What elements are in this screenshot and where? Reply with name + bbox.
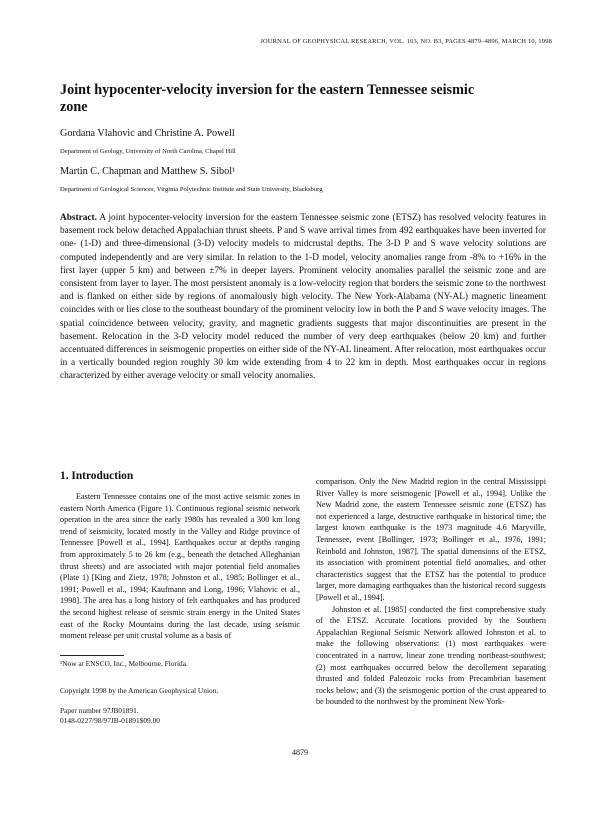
footnote-rule	[60, 655, 124, 656]
issn-line: 0148-0227/98/97JB-01891$09.00	[60, 716, 160, 725]
intro-left-column	[60, 491, 300, 642]
intro-paragraph-2: Johnston et al. [1985] conducted the first comprehensive study of the ETSZ. Accurate locations provided by the Southern Appalachian Regional Seismic Network allowed Johnston et al. to make the following observations: (1) most earthquakes were concentrated in a narrow, linear zone trending northeast-southwest; (2) most earthquakes occurred below the decollement separating thrusted and folded Paleozoic rocks from Precambrian basement rocks below; and (3) the seismogenic portion of the crust appeared to be bounded to the northwest by the prominent New York-	[316, 604, 546, 707]
paper-title: Joint hypocenter-velocity inversion for the eastern Tennessee seismic zone	[60, 82, 475, 115]
intro-paragraph-1-cont: comparison. Only the New Madrid region in the central Mississippi River Valley is more seismogenic [Powell et al., 1994]. Unlike the New Madrid zone, the eastern Tennessee seismic zone (ETSZ) has not experienced a large, destructive earthquake in historical time; the largest known earthquake is the 1973 magnitude 4.6 Maryville, Tennessee, event [Bollinger, 1973; Bollinger et al., 1976, 1991; Reinbold and Johnston, 1987]. The spatial dimensions of the ETSZ, its association with prominent potential field anomalies, and other characteristics suggest that the ETSZ has the potential to produce larger, more damaging earthquakes than the historical record suggests [Powell et al., 1994].	[316, 477, 546, 602]
affiliation-1: Department of Geology, University of North Carolina, Chapel Hill	[60, 148, 236, 155]
paper-identifiers	[60, 706, 160, 726]
intro-paragraph-1: Eastern Tennessee contains one of the most active seismic zones in eastern North America (Figure 1). Continuous regional seismic network operation in the area since the early 1980s has revealed a 300 km long trend of seismicity, located mostly in the Valley and Ridge province of Tennessee [Powell et al., 1994]. Earthquakes occur at depths ranging from approximately 5 to 26 km (e.g., beneath the detached Alleghanian thrust sheets) and are associated with major potential field anomalies (Plate 1) [King and Zietz, 1978; Johnston et al., 1985; Bollinger et al., 1991; Powell et al., 1994; Kaufmann and Long, 1996; Vlahovic et al., 1998]. The area has a long history of felt earthquakes and has produced the second highest release of seismic strain energy in the United States east of the Rocky Mountains during the last decade, using seismic moment release per unit crustal volume as a basis of	[60, 492, 300, 641]
authors-group-2: Martin C. Chapman and Matthew S. Sibol¹	[60, 166, 236, 177]
journal-header: JOURNAL OF GEOPHYSICAL RESEARCH, VOL. 103, NO. B3, PAGES 4879–4896, MARCH 10, 1998	[260, 38, 552, 45]
intro-right-column	[316, 476, 546, 708]
abstract-label: Abstract.	[60, 213, 97, 223]
section-heading: 1. Introduction	[60, 470, 134, 482]
copyright-notice: Copyright 1998 by the American Geophysical Union.	[60, 686, 219, 695]
paper-number: Paper number 97JB01891.	[60, 706, 139, 715]
footnote: ¹Now at ENSCO, Inc., Melbourne, Florida.	[60, 659, 188, 668]
page-number: 4879	[292, 748, 308, 757]
affiliation-2: Department of Geological Sciences, Virginia Polytechnic Institute and State University, Blacksburg	[60, 186, 323, 193]
abstract-text: A joint hypocenter-velocity inversion for the eastern Tennessee seismic zone (ETSZ) has resolved velocity features in basement rock below detached Appalachian thrust sheets. P and S wave arrival times from 492 earthquakes have been inverted for one- (1-D) and three-dimensional (3-D) velocity models to midcrustal depths. The 3-D P and S wave velocity solutions are computed independently and are very similar. In relation to the 1-D model, velocity anomalies range from -8% to +16% in the first layer (upper 5 km) and between ±7% in deeper layers. Prominent velocity anomalies parallel the seismic zone and are consistent from layer to layer. The most persistent anomaly is a low-velocity region that borders the seismic zone to the northwest and is flanked on either side by regions of anomalously high velocity. The New York-Alabama (NY-AL) magnetic lineament coincides with or lies close to the southeast boundary of the prominent velocity low in both the P and S wave velocity images. The spatial coincidence between velocity, gravity, and magnetic gradients suggests that major discontinuities are present in the basement. Relocation in the 3-D velocity model reduced the number of very deep earthquakes (below 20 km) and further accentuated differences in seismogenic properties on either side of the NY-AL lineament. After relocation, most earthquakes occur in a vertically bounded region roughly 30 km wide extending from 4 to 22 km in depth. Most earthquakes occur in regions characterized by either average velocity or small velocity anomalies.	[60, 213, 546, 382]
abstract	[60, 212, 546, 384]
authors-group-1: Gordana Vlahovic and Christine A. Powell	[60, 128, 235, 139]
